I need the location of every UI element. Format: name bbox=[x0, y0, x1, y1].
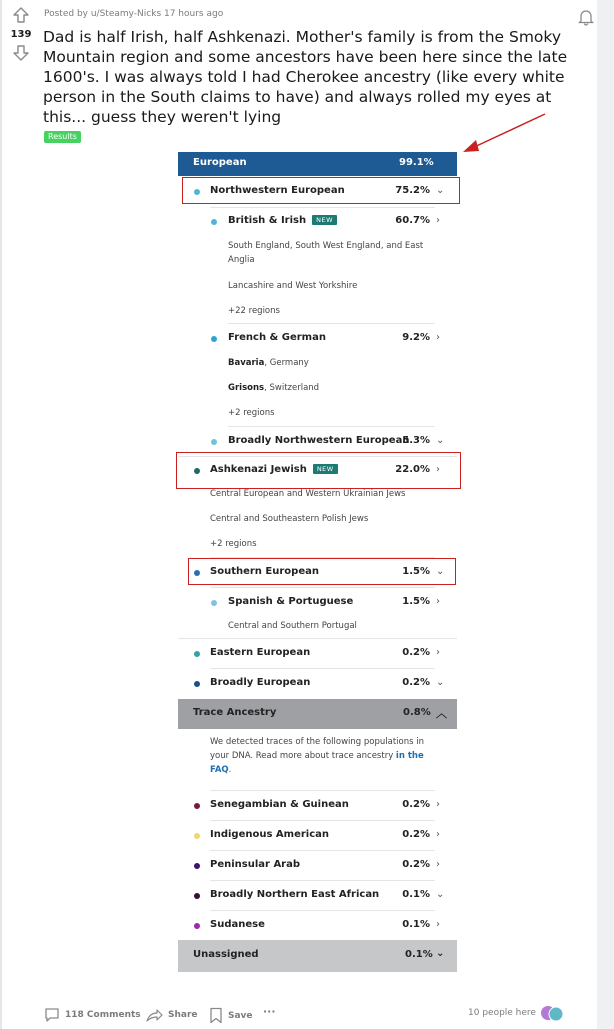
row-broadly-ne-african[interactable] bbox=[178, 889, 457, 903]
chevron-down-icon: ⌄ bbox=[436, 566, 445, 577]
ashkenazi-pct: 22.0% bbox=[395, 464, 430, 475]
divider bbox=[210, 790, 435, 791]
region-more: +2 regions bbox=[228, 408, 275, 418]
faq-link[interactable]: in the FAQ bbox=[210, 751, 424, 775]
chevron-down-icon: ⌄ bbox=[436, 948, 445, 959]
save-label: Save bbox=[228, 1010, 253, 1021]
chevron-right-icon: › bbox=[436, 215, 440, 226]
region-text: Central European and Western Ukrainian Jews bbox=[210, 489, 406, 499]
arab-name: Peninsular Arab bbox=[210, 859, 301, 870]
chevron-right-icon: › bbox=[436, 332, 440, 343]
post-footer bbox=[0, 1003, 597, 1027]
divider bbox=[210, 910, 435, 911]
nw-name: Northwestern European bbox=[210, 185, 345, 196]
highlight-southern bbox=[188, 558, 456, 585]
row-british-irish[interactable] bbox=[178, 215, 457, 229]
row-broadly-nw-european[interactable] bbox=[178, 435, 457, 449]
comments-button[interactable] bbox=[44, 1007, 141, 1023]
divider bbox=[210, 880, 435, 881]
european-pct: 99.1% bbox=[399, 157, 434, 168]
row-indigenous-american[interactable] bbox=[178, 829, 457, 843]
southern-pct: 1.5% bbox=[402, 566, 430, 577]
chevron-right-icon: › bbox=[436, 596, 440, 607]
chevron-down-icon: ⌄ bbox=[436, 677, 445, 688]
comment-icon bbox=[44, 1007, 60, 1023]
eastern-pct: 0.2% bbox=[402, 647, 430, 658]
chevron-down-icon: ⌄ bbox=[436, 435, 445, 446]
eastern-name: Eastern European bbox=[210, 647, 311, 658]
divider bbox=[210, 850, 435, 851]
spanish-pct: 1.5% bbox=[402, 596, 430, 607]
unassigned-label: Unassigned bbox=[193, 949, 259, 960]
chevron-down-icon: ⌄ bbox=[436, 889, 445, 900]
chevron-right-icon: › bbox=[436, 859, 440, 870]
region-text: Central and Southeastern Polish Jews bbox=[210, 514, 369, 524]
sudanese-pct: 0.1% bbox=[402, 919, 430, 930]
share-label: Share bbox=[168, 1010, 198, 1020]
region-text: Bavaria, Germany bbox=[228, 358, 309, 368]
broadly-nw-name: Broadly Northwestern European bbox=[228, 435, 410, 446]
share-button[interactable] bbox=[145, 1007, 198, 1023]
highlight-ashkenazi bbox=[176, 452, 461, 489]
nw-pct: 75.2% bbox=[395, 185, 430, 196]
ashkenazi-name: Ashkenazi Jewish bbox=[210, 464, 307, 475]
row-eastern-european[interactable] bbox=[178, 647, 457, 661]
chevron-right-icon: › bbox=[436, 647, 440, 658]
chevron-right-icon: › bbox=[436, 829, 440, 840]
highlight-northwestern bbox=[182, 177, 460, 204]
vote-count: 139 bbox=[10, 29, 32, 40]
spanish-name: Spanish & Portuguese bbox=[228, 596, 354, 607]
row-broadly-european[interactable] bbox=[178, 677, 457, 691]
sudanese-name: Sudanese bbox=[210, 919, 265, 930]
trace-note: We detected traces of the following populations in your DNA. Read more about trace ancestry in the FAQ. bbox=[210, 737, 424, 775]
divider bbox=[210, 587, 435, 588]
chevron-right-icon: › bbox=[436, 799, 440, 810]
bookmark-icon bbox=[209, 1007, 223, 1024]
divider bbox=[228, 323, 435, 324]
new-badge: NEW bbox=[312, 215, 337, 225]
region-more: +22 regions bbox=[228, 306, 280, 316]
french-pct: 9.2% bbox=[402, 332, 430, 343]
row-senegambian-guinean[interactable] bbox=[178, 799, 457, 813]
french-name: French & German bbox=[228, 332, 326, 343]
chevron-right-icon: › bbox=[436, 919, 440, 930]
british-pct: 60.7% bbox=[395, 215, 430, 226]
new-badge: NEW bbox=[313, 464, 338, 474]
people-here-label: 10 people here bbox=[468, 1008, 536, 1018]
post-meta[interactable]: Posted by u/Steamy-Nicks 17 hours ago bbox=[44, 9, 224, 19]
post-title[interactable]: Dad is half Irish, half Ashkenazi. Mother's family is from the Smoky Mountain region and some ancestors have been here since the late 1600's. I was always told I had Cherokee ancestry (like every white person in the South claims to have) and always rolled my eyes at this... guess they weren't lying bbox=[43, 28, 568, 126]
ne-african-name: Broadly Northern East African bbox=[210, 889, 380, 900]
divider bbox=[228, 426, 435, 427]
british-name: British & Irish bbox=[228, 215, 307, 226]
european-label: European bbox=[193, 157, 247, 168]
european-header[interactable] bbox=[178, 152, 457, 176]
save-button[interactable] bbox=[209, 1007, 253, 1024]
unassigned-row[interactable] bbox=[178, 940, 457, 972]
indigenous-name: Indigenous American bbox=[210, 829, 330, 840]
southern-name: Southern European bbox=[210, 566, 319, 577]
broadly-nw-pct: 5.3% bbox=[402, 435, 430, 446]
senegambian-pct: 0.2% bbox=[402, 799, 430, 810]
share-icon bbox=[145, 1007, 163, 1023]
indigenous-pct: 0.2% bbox=[402, 829, 430, 840]
unassigned-pct: 0.1% bbox=[405, 949, 433, 960]
region-text: Lancashire and West Yorkshire bbox=[228, 281, 358, 291]
divider bbox=[210, 668, 435, 669]
broadly-eu-pct: 0.2% bbox=[402, 677, 430, 688]
senegambian-name: Senegambian & Guinean bbox=[210, 799, 349, 810]
region-text: Grisons, Switzerland bbox=[228, 383, 320, 393]
arab-pct: 0.2% bbox=[402, 859, 430, 870]
row-peninsular-arab[interactable] bbox=[178, 859, 457, 873]
region-text: Central and Southern Portugal bbox=[228, 621, 357, 631]
avatars-icon bbox=[540, 1004, 564, 1022]
chevron-right-icon: › bbox=[436, 464, 440, 475]
region-text: South England, South West England, and East Anglia bbox=[228, 241, 424, 265]
divider bbox=[178, 638, 457, 639]
divider bbox=[210, 820, 435, 821]
more-options-icon[interactable]: ··· bbox=[263, 1005, 276, 1018]
chevron-up-icon: ︿ bbox=[436, 707, 447, 720]
divider bbox=[210, 207, 435, 208]
trace-pct: 0.8% bbox=[403, 707, 431, 718]
region-more: +2 regions bbox=[210, 539, 257, 549]
broadly-eu-name: Broadly European bbox=[210, 677, 311, 688]
row-spanish-portuguese[interactable] bbox=[178, 596, 457, 610]
chevron-down-icon: ⌄ bbox=[436, 185, 445, 196]
trace-ancestry-header[interactable] bbox=[178, 699, 457, 729]
row-sudanese[interactable] bbox=[178, 919, 457, 933]
ne-african-pct: 0.1% bbox=[402, 889, 430, 900]
trace-label: Trace Ancestry bbox=[193, 707, 277, 718]
post-flair[interactable]: Results bbox=[44, 131, 81, 143]
comments-label: 118 Comments bbox=[65, 1010, 141, 1020]
row-french-german[interactable] bbox=[178, 332, 457, 346]
